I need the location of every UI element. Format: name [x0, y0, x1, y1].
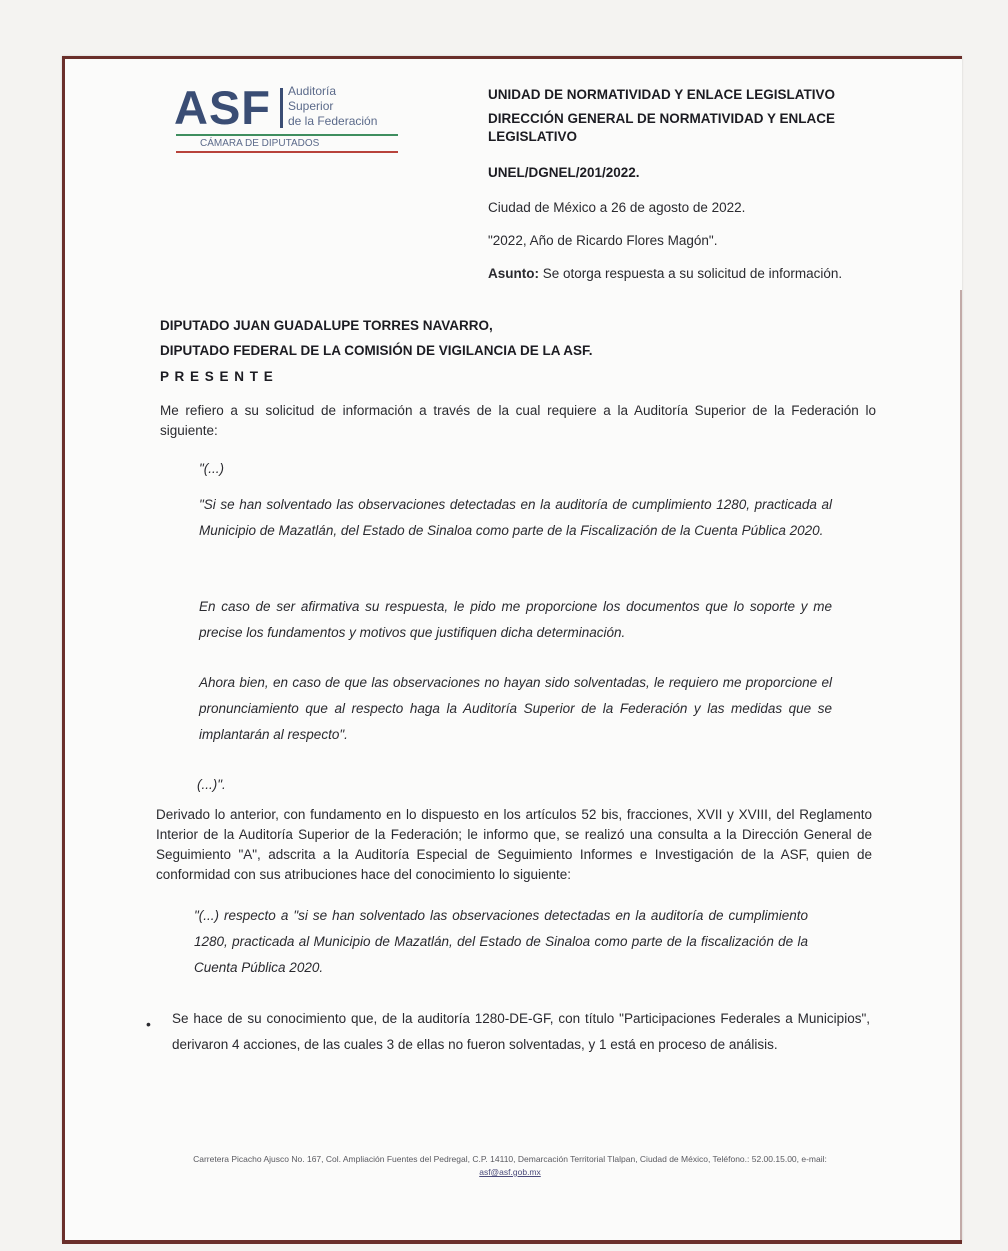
recipient-name: DIPUTADO JUAN GUADALUPE TORRES NAVARRO,	[160, 318, 493, 333]
footer	[160, 1153, 860, 1179]
letter-date: Ciudad de México a 26 de agosto de 2022.	[488, 200, 746, 215]
subject-text: Se otorga respuesta a su solicitud de información.	[542, 266, 843, 281]
logo-abbrev: ASF	[174, 81, 271, 134]
logo-line1: Auditoría	[288, 84, 337, 98]
subject-label: Asunto:	[488, 266, 539, 281]
footer-email-link[interactable]: asf@asf.gob.mx	[479, 1167, 541, 1177]
logo-line2: Superior	[288, 99, 334, 113]
logo-subtitle: CÁMARA DE DIPUTADOS	[200, 138, 320, 149]
bullet-paragraph: Se hace de su conocimiento que, de la auditoría 1280-DE-GF, con título "Participaciones Federales a Municipios", derivaron 4 acciones, de las cuales 3 de ellas no fueron solventadas, y 1 está en proceso de análisis.	[172, 1011, 870, 1052]
logo-green-line	[176, 134, 398, 136]
reference-number: UNEL/DGNEL/201/2022.	[488, 165, 640, 180]
intro-paragraph: Me refiero a su solicitud de información a través de la cual requiere a la Auditoría Superior de la Federación lo siguiente:	[160, 403, 876, 438]
logo-line3: de la Federación	[288, 114, 378, 128]
salutation: P R E S E N T E	[160, 369, 274, 384]
page-border-bottom	[62, 1240, 962, 1244]
page-border-right	[960, 290, 962, 1240]
page-border-top	[62, 56, 962, 59]
header-direction-line1: DIRECCIÓN GENERAL DE NORMATIVIDAD Y ENLACE	[488, 111, 836, 126]
footer-address: Carretera Picacho Ajusco No. 167, Col. Ampliación Fuentes del Pedregal, C.P. 14110, Demarcación Territorial Tlalpan, Ciudad de México, Teléfono.: 52.00.15.00, e-mail:	[193, 1154, 827, 1164]
asf-logo	[174, 81, 406, 156]
quote-open: "(...)	[199, 461, 225, 476]
quote-response: "(...) respecto a "si se han solventado las observaciones detectadas en la auditoría de cumplimiento 1280, practicada al Municipio de Mazatlán, del Estado de Sinaloa como parte de la fiscalización de la Cuenta Pública 2020.	[194, 908, 808, 975]
logo-red-line	[176, 151, 398, 153]
header-unit: UNIDAD DE NORMATIVIDAD Y ENLACE LEGISLATIVO	[488, 87, 836, 102]
subject-line	[488, 266, 842, 281]
recipient-title: DIPUTADO FEDERAL DE LA COMISIÓN DE VIGILANCIA DE LA ASF.	[160, 343, 593, 358]
logo-divider	[280, 88, 283, 128]
quote-paragraph-3: Ahora bien, en caso de que las observaciones no hayan sido solventadas, le requiero me proporcione el pronunciamiento que al respecto haga la Auditoría Superior de la Federación y las medidas que se implantarán al respecto".	[199, 675, 832, 742]
quote-paragraph-1: "Si se han solventado las observaciones detectadas en la auditoría de cumplimiento 1280, practicada al Municipio de Mazatlán, del Estado de Sinaloa como parte de la Fiscalización de la Cuenta Pública 2020.	[199, 497, 832, 538]
quote-close: (...)".	[197, 777, 226, 792]
year-motto: "2022, Año de Ricardo Flores Magón".	[488, 233, 718, 248]
derivado-paragraph: Derivado lo anterior, con fundamento en lo dispuesto en los artículos 52 bis, fracciones, XVII y XVIII, del Reglamento Interior de la Auditoría Superior de la Federación; le informo que, se realizó una consulta a la Dirección General de Seguimiento "A", adscrita a la Auditoría Especial de Seguimiento Informes e Investigación de la ASF, quien de conformidad con sus atribuciones hace del conocimiento lo siguiente:	[156, 807, 872, 882]
quote-paragraph-2: En caso de ser afirmativa su respuesta, le pido me proporcione los documentos que lo soporte y me precise los fundamentos y motivos que justifiquen dicha determinación.	[199, 599, 832, 640]
bullet-icon: •	[146, 1016, 151, 1032]
page-border-left	[62, 56, 65, 1242]
header-direction-line2: LEGISLATIVO	[488, 129, 578, 144]
